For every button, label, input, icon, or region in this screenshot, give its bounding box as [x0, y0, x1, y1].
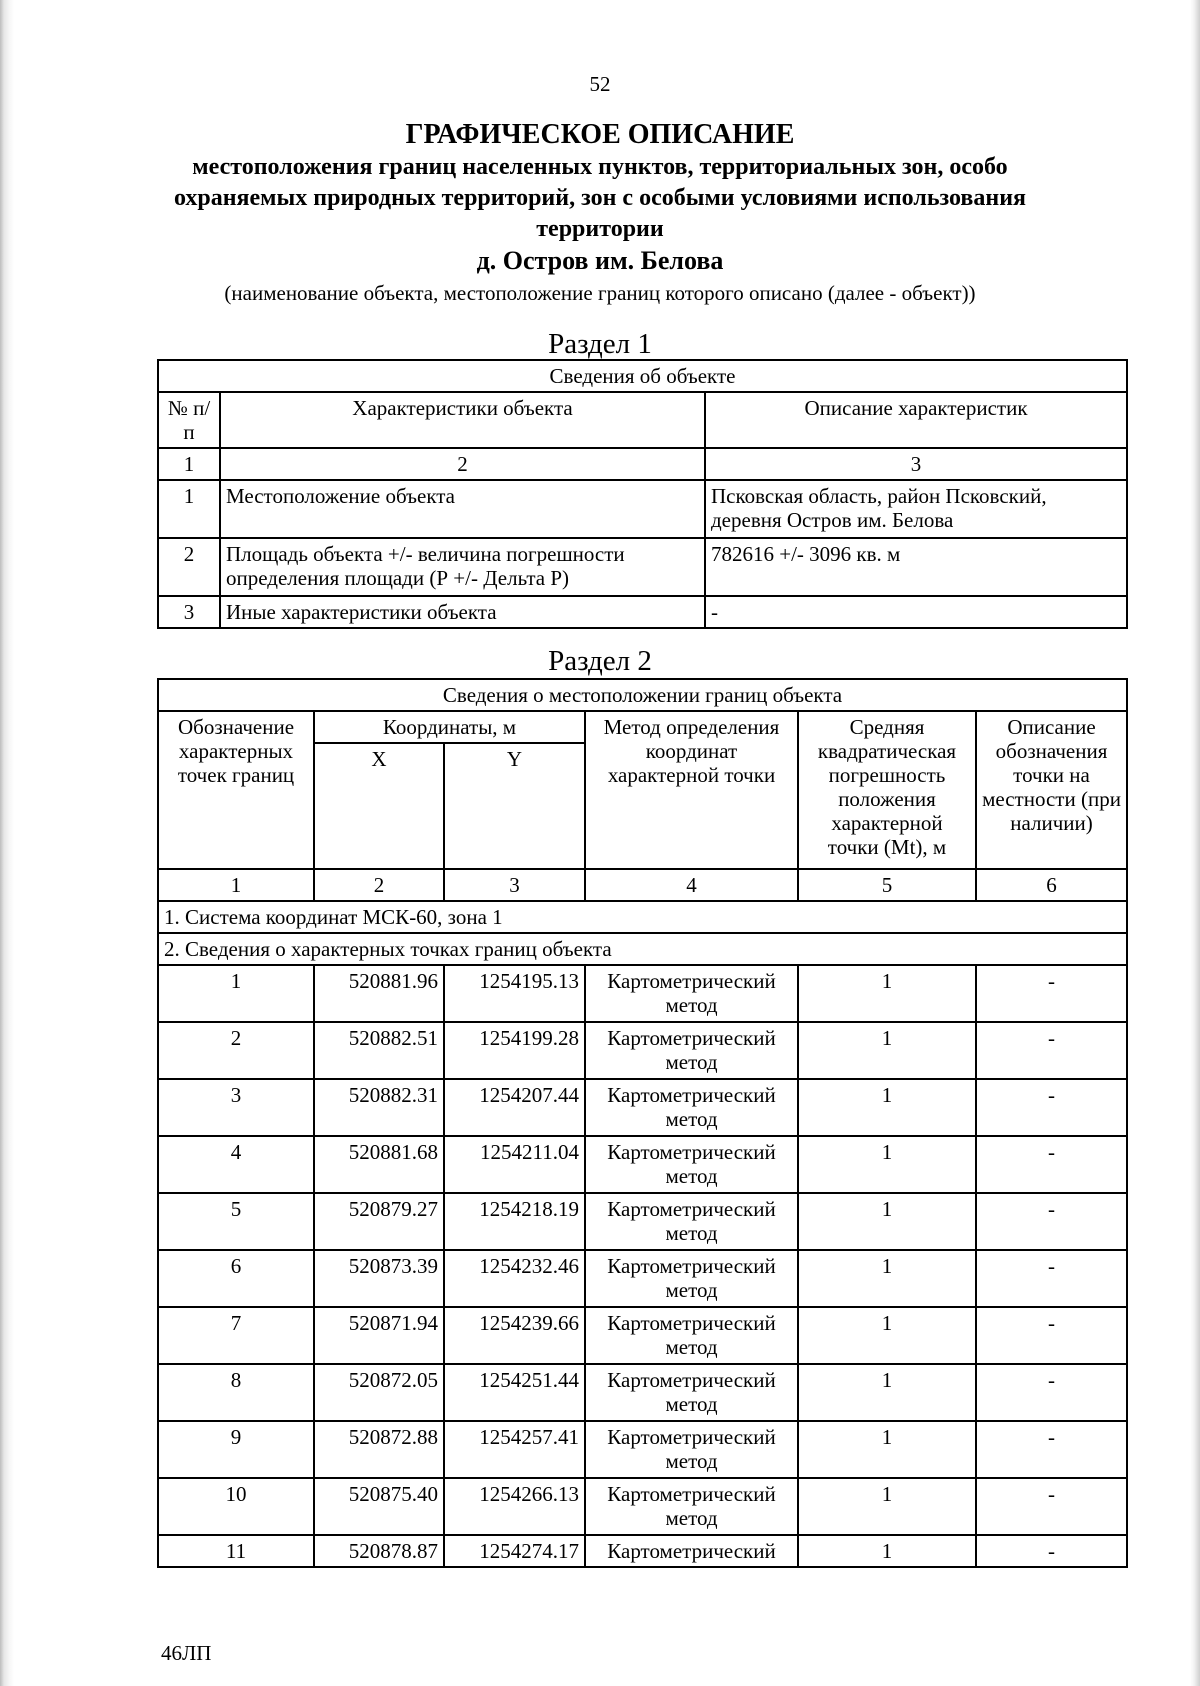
- point-label: 2: [158, 1022, 314, 1079]
- object-info-table: [157, 359, 1128, 629]
- table-row: [158, 538, 1127, 596]
- point-label: 5: [158, 1193, 314, 1250]
- point-label: 11: [158, 1535, 314, 1567]
- table-row: [158, 480, 1127, 538]
- section1-title: Раздел 1: [548, 328, 652, 360]
- point-x: 520881.68: [314, 1136, 444, 1193]
- point-error: 1: [798, 1535, 976, 1567]
- point-x: 520875.40: [314, 1478, 444, 1535]
- column-number-row: [158, 448, 1127, 480]
- row-num: 1: [158, 480, 220, 538]
- header-characteristic: Характеристики объекта: [220, 392, 705, 448]
- column-number: 1: [158, 869, 314, 901]
- column-number: 2: [220, 448, 705, 480]
- point-y: 1254232.46: [444, 1250, 585, 1307]
- row-description: Псковская область, район Псковский, деревня Остров им. Белова: [705, 480, 1127, 538]
- point-y: 1254195.13: [444, 965, 585, 1022]
- point-method: Картометрический метод: [585, 965, 798, 1022]
- row-characteristic: Местоположение объекта: [220, 480, 705, 538]
- header-x: X: [314, 743, 444, 869]
- point-x: 520872.88: [314, 1421, 444, 1478]
- point-y: 1254239.66: [444, 1307, 585, 1364]
- scan-edge-right: [1190, 0, 1200, 1686]
- column-number: 1: [158, 448, 220, 480]
- table-caption: Сведения о местоположении границ объекта: [158, 679, 1127, 711]
- row-description: -: [705, 596, 1127, 628]
- point-y: 1254199.28: [444, 1022, 585, 1079]
- document-subtitle: местоположения границ населенных пунктов, территориальных зон, особо охраняемых природных территорий, зон с особыми условиями использования территории: [173, 154, 1027, 242]
- point-description: -: [976, 1421, 1127, 1478]
- point-x: 520882.31: [314, 1079, 444, 1136]
- table-row: [158, 1250, 1127, 1307]
- point-error: 1: [798, 1136, 976, 1193]
- table-row: [158, 1421, 1127, 1478]
- header-method: Метод определения координат характерной точки: [585, 711, 798, 869]
- header-description: Описание характеристик: [705, 392, 1127, 448]
- point-description: -: [976, 1193, 1127, 1250]
- point-error: 1: [798, 1364, 976, 1421]
- column-number: 4: [585, 869, 798, 901]
- point-label: 7: [158, 1307, 314, 1364]
- point-label: 8: [158, 1364, 314, 1421]
- point-description: -: [976, 1478, 1127, 1535]
- table-row: [158, 1022, 1127, 1079]
- table-row: [158, 965, 1127, 1022]
- table-row: [158, 1535, 1127, 1567]
- row-num: 3: [158, 596, 220, 628]
- row-characteristic: Иные характеристики объекта: [220, 596, 705, 628]
- point-label: 4: [158, 1136, 314, 1193]
- point-label: 1: [158, 965, 314, 1022]
- table-header-row: [158, 392, 1127, 448]
- point-y: 1254251.44: [444, 1364, 585, 1421]
- point-y: 1254211.04: [444, 1136, 585, 1193]
- page-number: 52: [589, 72, 611, 96]
- point-error: 1: [798, 1250, 976, 1307]
- point-x: 520872.05: [314, 1364, 444, 1421]
- point-method: Картометрический метод: [585, 1421, 798, 1478]
- header-num: № п/п: [158, 392, 220, 448]
- points-caption: 2. Сведения о характерных точках границ объекта: [158, 933, 1127, 965]
- point-method: Картометрический метод: [585, 1307, 798, 1364]
- point-description: -: [976, 1022, 1127, 1079]
- point-label: 6: [158, 1250, 314, 1307]
- point-y: 1254257.41: [444, 1421, 585, 1478]
- point-description: -: [976, 1250, 1127, 1307]
- point-description: -: [976, 1079, 1127, 1136]
- table-caption-row: [158, 360, 1127, 392]
- document-header: [150, 118, 1050, 307]
- table-row: [158, 1079, 1127, 1136]
- header-coordinates: Координаты, м: [314, 711, 585, 743]
- point-error: 1: [798, 1079, 976, 1136]
- column-number: 6: [976, 869, 1127, 901]
- table-row: [158, 596, 1127, 628]
- point-error: 1: [798, 1478, 976, 1535]
- column-number-row: [158, 869, 1127, 901]
- table-row: [158, 1193, 1127, 1250]
- point-y: 1254207.44: [444, 1079, 585, 1136]
- table-row: [158, 1364, 1127, 1421]
- header-y: Y: [444, 743, 585, 869]
- table-caption-row: [158, 679, 1127, 711]
- points-caption-row: [158, 933, 1127, 965]
- point-x: 520878.87: [314, 1535, 444, 1567]
- point-x: 520881.96: [314, 965, 444, 1022]
- point-x: 520879.27: [314, 1193, 444, 1250]
- point-error: 1: [798, 965, 976, 1022]
- point-label: 10: [158, 1478, 314, 1535]
- point-y: 1254266.13: [444, 1478, 585, 1535]
- table-row: [158, 1478, 1127, 1535]
- point-method: Картометрический метод: [585, 1364, 798, 1421]
- point-error: 1: [798, 1307, 976, 1364]
- row-description: 782616 +/- 3096 кв. м: [705, 538, 1127, 596]
- column-number: 3: [705, 448, 1127, 480]
- scan-edge-left: [0, 0, 14, 1686]
- column-number: 2: [314, 869, 444, 901]
- section2-title: Раздел 2: [548, 645, 652, 677]
- point-error: 1: [798, 1421, 976, 1478]
- point-description: -: [976, 1364, 1127, 1421]
- row-num: 2: [158, 538, 220, 596]
- coord-system-row: [158, 901, 1127, 933]
- boundary-points-table: [157, 678, 1128, 1568]
- coord-system: 1. Система координат МСК-60, зона 1: [158, 901, 1127, 933]
- table-row: [158, 1136, 1127, 1193]
- point-x: 520873.39: [314, 1250, 444, 1307]
- point-description: -: [976, 965, 1127, 1022]
- point-x: 520882.51: [314, 1022, 444, 1079]
- table-row: [158, 1307, 1127, 1364]
- point-y: 1254218.19: [444, 1193, 585, 1250]
- object-name: д. Остров им. Белова: [476, 246, 724, 275]
- column-number: 3: [444, 869, 585, 901]
- point-method: Картометрический метод: [585, 1022, 798, 1079]
- column-number: 5: [798, 869, 976, 901]
- footer-code: 46ЛП: [161, 1641, 212, 1665]
- point-method: Картометрический метод: [585, 1079, 798, 1136]
- header-point: Обозначение характерных точек границ: [158, 711, 314, 869]
- document-title: ГРАФИЧЕСКОЕ ОПИСАНИЕ: [405, 119, 795, 150]
- point-method: Картометрический: [585, 1535, 798, 1567]
- point-description: -: [976, 1535, 1127, 1567]
- point-method: Картометрический метод: [585, 1136, 798, 1193]
- header-error: Средняя квадратическая погрешность положения характерной точки (Mt), м: [798, 711, 976, 869]
- point-x: 520871.94: [314, 1307, 444, 1364]
- point-error: 1: [798, 1193, 976, 1250]
- point-error: 1: [798, 1022, 976, 1079]
- header-description: Описание обозначения точки на местности (при наличии): [976, 711, 1127, 869]
- row-characteristic: Площадь объекта +/- величина погрешности определения площади (Р +/- Дельта Р): [220, 538, 705, 596]
- point-method: Картометрический метод: [585, 1250, 798, 1307]
- point-method: Картометрический метод: [585, 1193, 798, 1250]
- object-name-note: (наименование объекта, местоположение границ которого описано (далее - объект)): [224, 281, 976, 305]
- point-y: 1254274.17: [444, 1535, 585, 1567]
- point-method: Картометрический метод: [585, 1478, 798, 1535]
- point-description: -: [976, 1136, 1127, 1193]
- table-header-row: [158, 711, 1127, 743]
- table-caption: Сведения об объекте: [158, 360, 1127, 392]
- point-label: 3: [158, 1079, 314, 1136]
- point-description: -: [976, 1307, 1127, 1364]
- point-label: 9: [158, 1421, 314, 1478]
